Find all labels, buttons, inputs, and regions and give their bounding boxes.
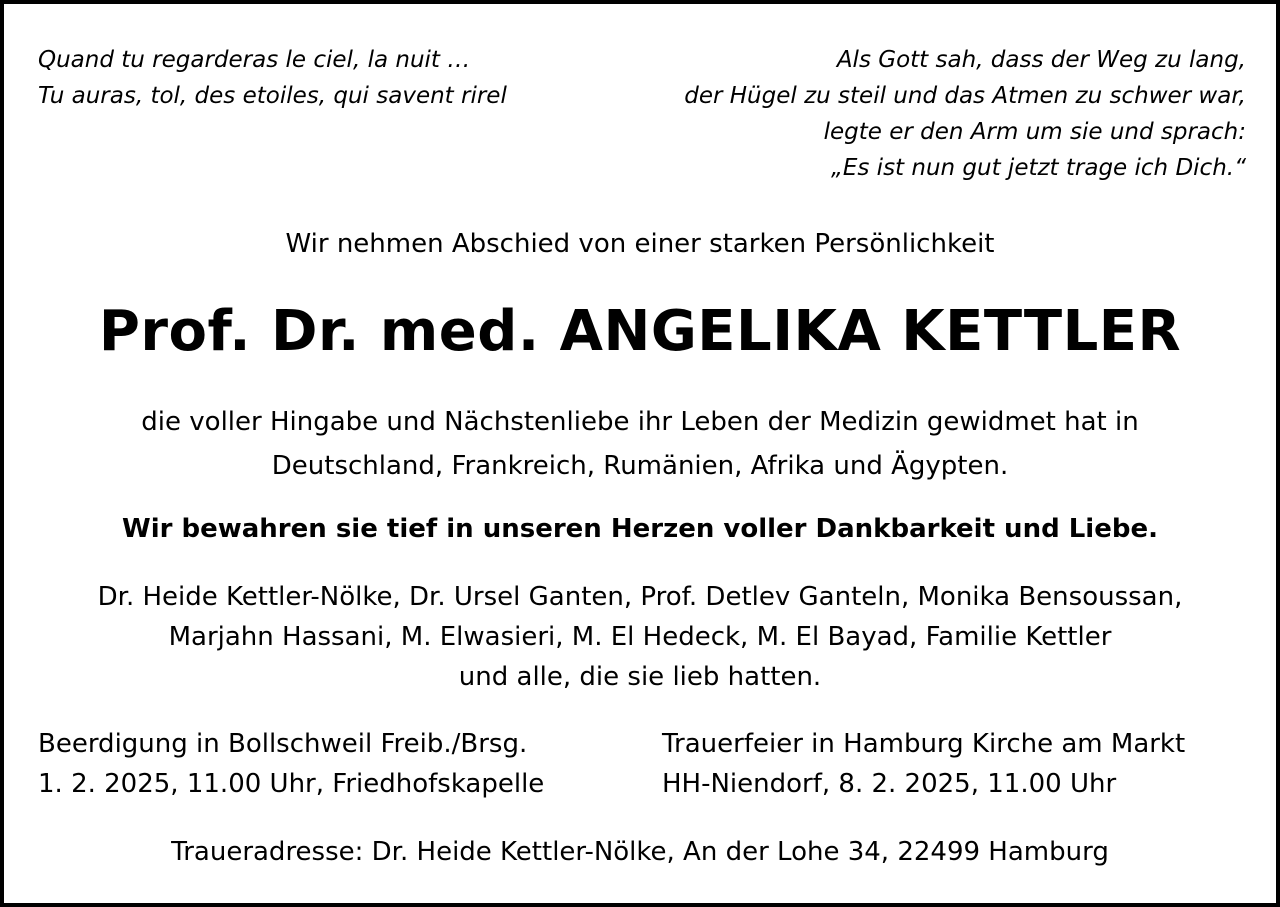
burial-line: Beerdigung in Bollschweil Freib./Brsg. <box>38 729 528 759</box>
mourners-list <box>4 577 1276 697</box>
poem-french-line: Tu auras, tol, des etoiles, qui savent rirel <box>38 83 507 109</box>
poem-french <box>38 42 507 114</box>
mourning-address: Traueradresse: Dr. Heide Kettler-Nölke, An der Lohe 34, 22499 Hamburg <box>171 837 1109 867</box>
memorial-service-info <box>662 724 1185 804</box>
poem-german <box>684 42 1246 186</box>
deceased-name: Prof. Dr. med. ANGELIKA KETTLER <box>98 299 1182 364</box>
farewell-intro: Wir nehmen Abschied von einer starken Persönlichkeit <box>285 229 995 259</box>
dedication-line: Deutschland, Frankreich, Rumänien, Afrika und Ägypten. <box>271 451 1009 481</box>
dedication-line: die voller Hingabe und Nächstenliebe ihr Leben der Medizin gewidmet hat in <box>141 407 1139 437</box>
dedication-text <box>4 400 1276 488</box>
mourners-line: und alle, die sie lieb hatten. <box>458 662 822 692</box>
burial-info <box>38 724 544 804</box>
burial-line: 1. 2. 2025, 11.00 Uhr, Friedhofskapelle <box>38 769 545 799</box>
memorial-line: HH-Niendorf, 8. 2. 2025, 11.00 Uhr <box>662 769 1117 799</box>
poem-german-line: legte er den Arm um sie und sprach: <box>823 119 1246 145</box>
mourners-line: Dr. Heide Kettler-Nölke, Dr. Ursel Ganten, Prof. Detlev Ganteln, Monika Bensoussan, <box>97 582 1183 612</box>
poem-german-line: der Hügel zu steil und das Atmen zu schwer war, <box>684 83 1246 109</box>
poem-german-line: „Es ist nun gut jetzt trage ich Dich.“ <box>830 155 1246 181</box>
remembrance-statement: Wir bewahren sie tief in unseren Herzen voller Dankbarkeit und Liebe. <box>122 514 1158 544</box>
poem-german-line: Als Gott sah, dass der Weg zu lang, <box>836 47 1246 73</box>
memorial-line: Trauerfeier in Hamburg Kirche am Markt <box>662 729 1186 759</box>
mourners-line: Marjahn Hassani, M. Elwasieri, M. El Hedeck, M. El Bayad, Familie Kettler <box>168 622 1112 652</box>
poem-french-line: Quand tu regarderas le ciel, la nuit … <box>38 47 471 73</box>
